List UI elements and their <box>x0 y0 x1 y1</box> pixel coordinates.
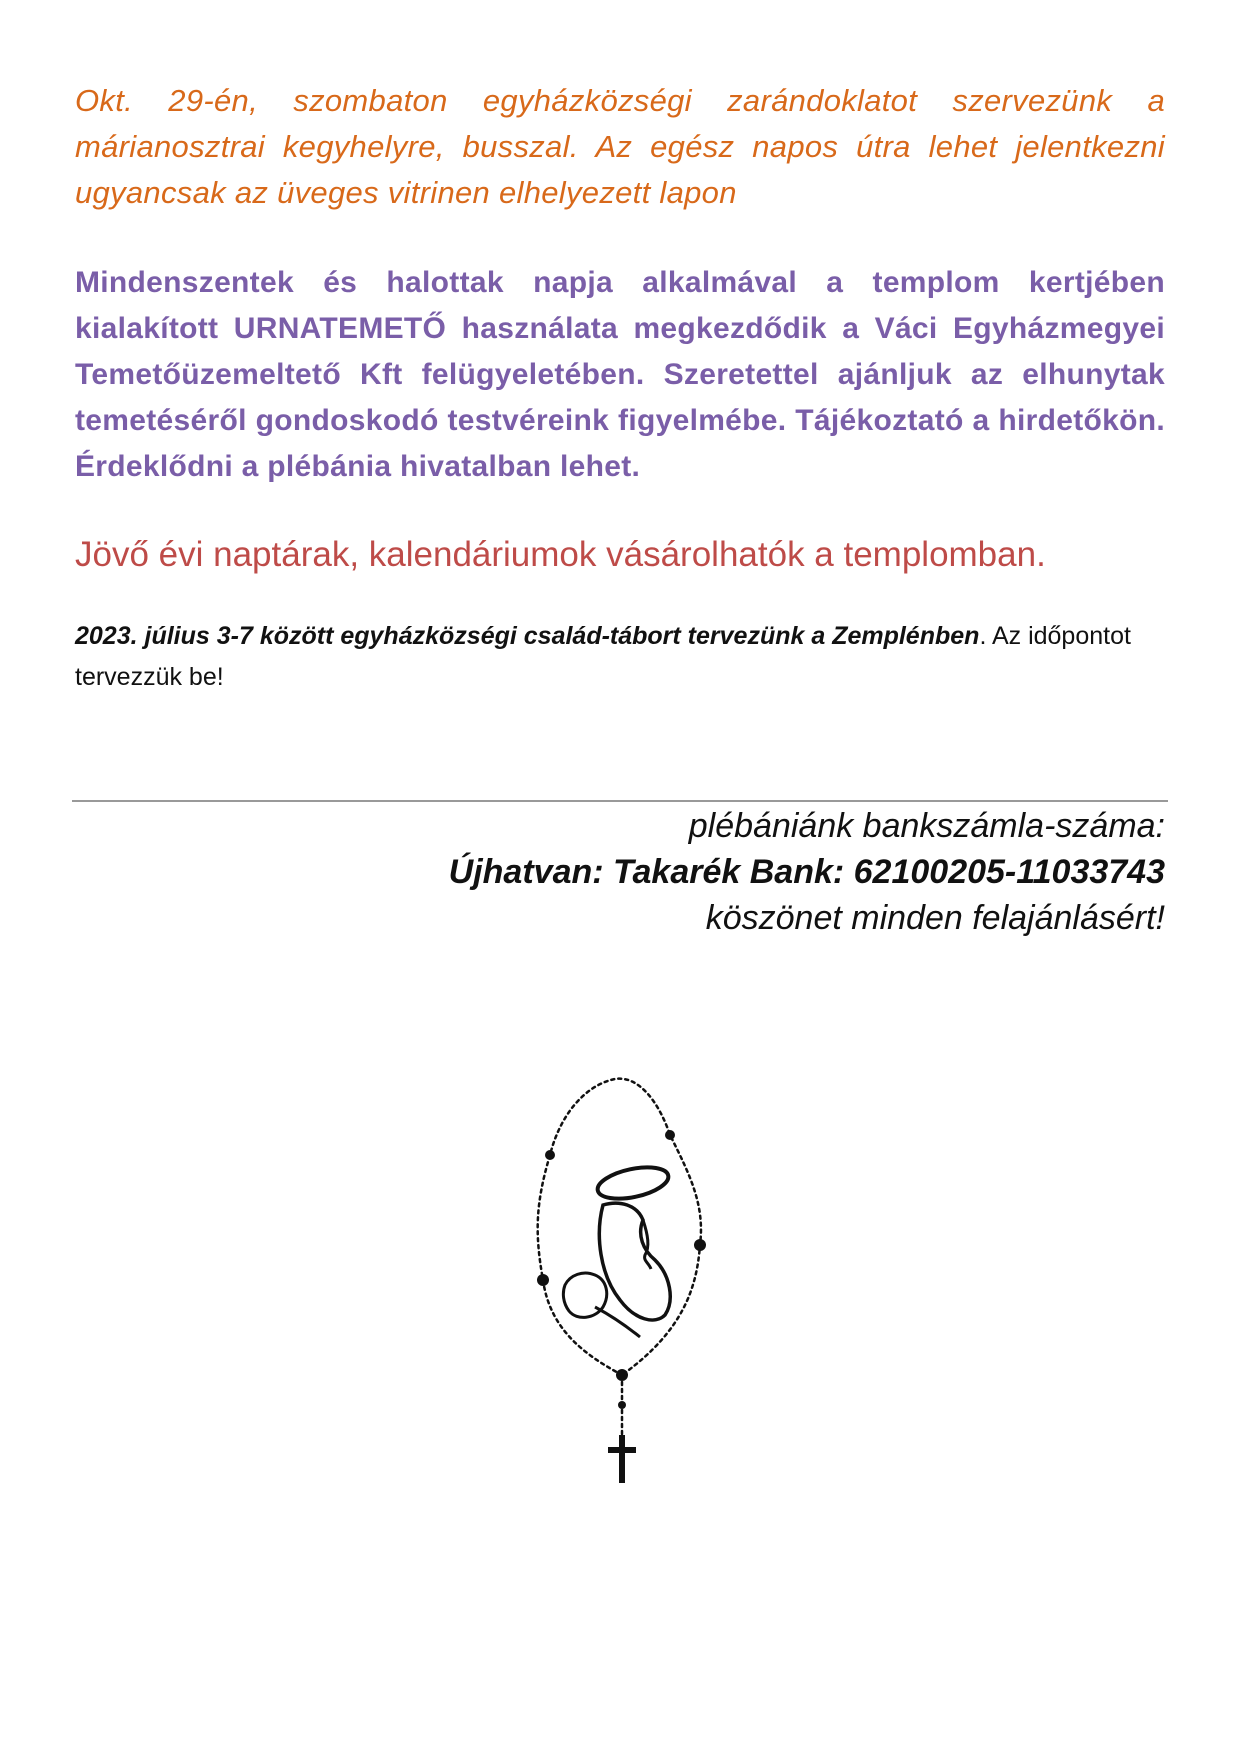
family-camp-rest: . Az időpontot tervezzük be! <box>75 622 1131 691</box>
bank-thanks: köszönet minden felajánlásért! <box>705 899 1165 937</box>
bank-account-heading: plébániánk bankszámla-száma: <box>688 807 1165 845</box>
bank-account-block <box>449 803 1165 941</box>
bank-account-number: Újhatvan: Takarék Bank: 62100205-11033743 <box>448 853 1165 891</box>
bulletin-content <box>75 78 1165 698</box>
family-camp-bold: 2023. július 3-7 között egyházközségi család-tábort tervezünk a Zemplénben <box>75 622 980 650</box>
urn-cemetery-announcement: Mindenszentek és halottak napja alkalmával a templom kertjében kialakított URNATEMETŐ használata megkezdődik a Váci Egyházmegyei Temetőüzemeltető Kft felügyeletében. Szeretettel ajánljuk az elhunytak temetéséről gondoskodó testvéreink figyelmébe. Tájékoztató a hirdetőkön. Érdeklődni a plébánia hivatalban lehet. <box>75 266 1165 483</box>
pilgrimage-announcement: Okt. 29-én, szombaton egyházközségi zarándoklatot szervezünk a márianosztrai kegyhelyre, busszal. Az egész napos útra lehet jelentkezni ugyancsak az üveges vitrinen elhelyezett lapon <box>75 83 1165 210</box>
family-camp-announcement <box>75 616 1165 698</box>
calendars-announcement: Jövő évi naptárak, kalendáriumok vásárolhatók a templomban. <box>75 535 1046 574</box>
divider <box>72 800 1168 802</box>
rosary-madonna-icon <box>525 1075 715 1495</box>
